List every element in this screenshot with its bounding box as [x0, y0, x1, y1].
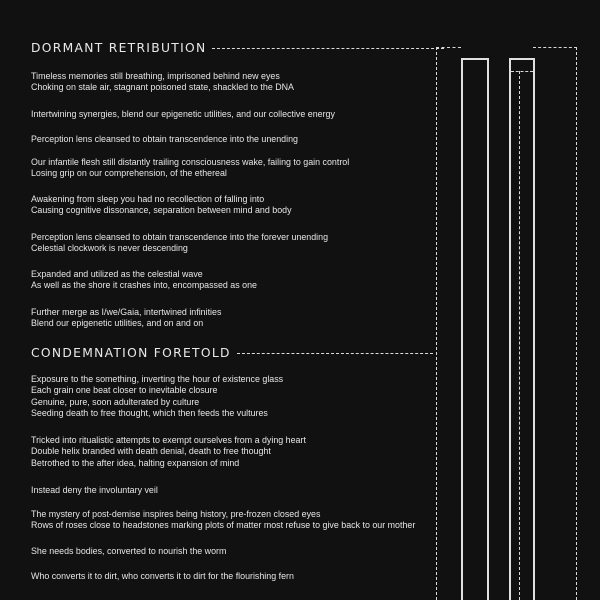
stanza — [31, 546, 226, 557]
stanza — [31, 571, 294, 582]
lyric-line: Expanded and utilized as the celestial wave — [31, 269, 203, 279]
stanza — [31, 71, 294, 94]
frame-solid-vertical — [533, 58, 535, 600]
stanza — [31, 157, 349, 180]
lyric-line: Genuine, pure, soon adulterated by culture — [31, 396, 200, 407]
stanza — [31, 194, 292, 217]
lyric-line: Exposure to the something, inverting the hour of existence glass — [31, 374, 284, 384]
lyric-line: Double helix branded with death denial, death to free thought — [31, 446, 271, 457]
section-heading-row — [31, 344, 433, 362]
frame-solid-horizontal — [461, 58, 489, 60]
stanza — [31, 509, 415, 532]
frame-dashed-vertical — [576, 47, 577, 600]
lyric-line: Betrothed to the after idea, halting expansion of mind — [31, 457, 240, 468]
stanza — [31, 269, 257, 292]
lyric-line: Instead deny the involuntary veil — [31, 485, 158, 495]
lyric-line: Blend our epigenetic utilities, and on and on — [31, 318, 204, 329]
stanza — [31, 109, 335, 120]
lyric-line: Awakening from sleep you had no recollection of falling into — [31, 194, 265, 204]
frame-dashed-horizontal — [533, 47, 577, 48]
lyric-line: Celestial clockwork is never descending — [31, 243, 188, 254]
heading-dashed-rule — [212, 48, 444, 49]
frame-solid-vertical — [461, 58, 463, 600]
lyric-line: Perception lens cleansed to obtain transcendence into the unending — [31, 134, 298, 144]
lyric-line: Our infantile flesh still distantly trailing consciousness wake, failing to gain control — [31, 157, 350, 167]
lyric-line: Timeless memories still breathing, imprisoned behind new eyes — [31, 71, 280, 81]
lyric-line: She needs bodies, converted to nourish the worm — [31, 546, 227, 556]
lyric-line: Rows of roses close to headstones marking plots of matter most refuse to give back to our mother — [31, 520, 416, 531]
lyric-line: Tricked into ritualistic attempts to exempt ourselves from a dying heart — [31, 435, 306, 445]
stanza — [31, 307, 221, 330]
stanza — [31, 134, 298, 145]
lyric-line: Seeding death to free thought, which then feeds the vultures — [31, 408, 268, 419]
stanza — [31, 374, 283, 420]
lyric-line: Intertwining synergies, blend our epigenetic utilities, and our collective energy — [31, 109, 335, 119]
frame-solid-vertical — [509, 58, 511, 600]
lyric-line: Who converts it to dirt, who converts it to dirt for the flourishing fern — [31, 571, 294, 581]
frame-solid-horizontal — [509, 58, 535, 60]
frame-dashed-horizontal — [436, 47, 461, 48]
lyric-line: Losing grip on our comprehension, of the ethereal — [31, 168, 227, 179]
lyric-line: The mystery of post-demise inspires being history, pre-frozen closed eyes — [31, 509, 321, 519]
lyric-line: Choking on stale air, stagnant poisoned state, shackled to the DNA — [31, 82, 294, 93]
stanza — [31, 435, 306, 469]
lyric-line: Further merge as I/we/Gaia, intertwined infinities — [31, 307, 222, 317]
heading-dashed-rule — [237, 353, 433, 354]
frame-dashed-horizontal — [511, 71, 533, 72]
lyric-line: Causing cognitive dissonance, separation between mind and body — [31, 205, 292, 216]
frame-solid-vertical — [487, 58, 489, 600]
lyric-line: As well as the shore it crashes into, encompassed as one — [31, 280, 257, 291]
frame-dashed-vertical — [436, 47, 437, 600]
lyric-line: Perception lens cleansed to obtain transcendence into the forever unending — [31, 232, 329, 242]
section-title-condemnation-foretold: CONDEMNATION FORETOLD — [31, 346, 231, 360]
stanza — [31, 485, 158, 496]
lyric-line: Each grain one beat closer to inevitable closure — [31, 385, 218, 396]
stanza — [31, 232, 328, 255]
section-heading-row — [31, 39, 444, 57]
section-title-dormant-retribution: DORMANT RETRIBUTION — [31, 41, 207, 55]
frame-dashed-vertical — [519, 71, 520, 600]
